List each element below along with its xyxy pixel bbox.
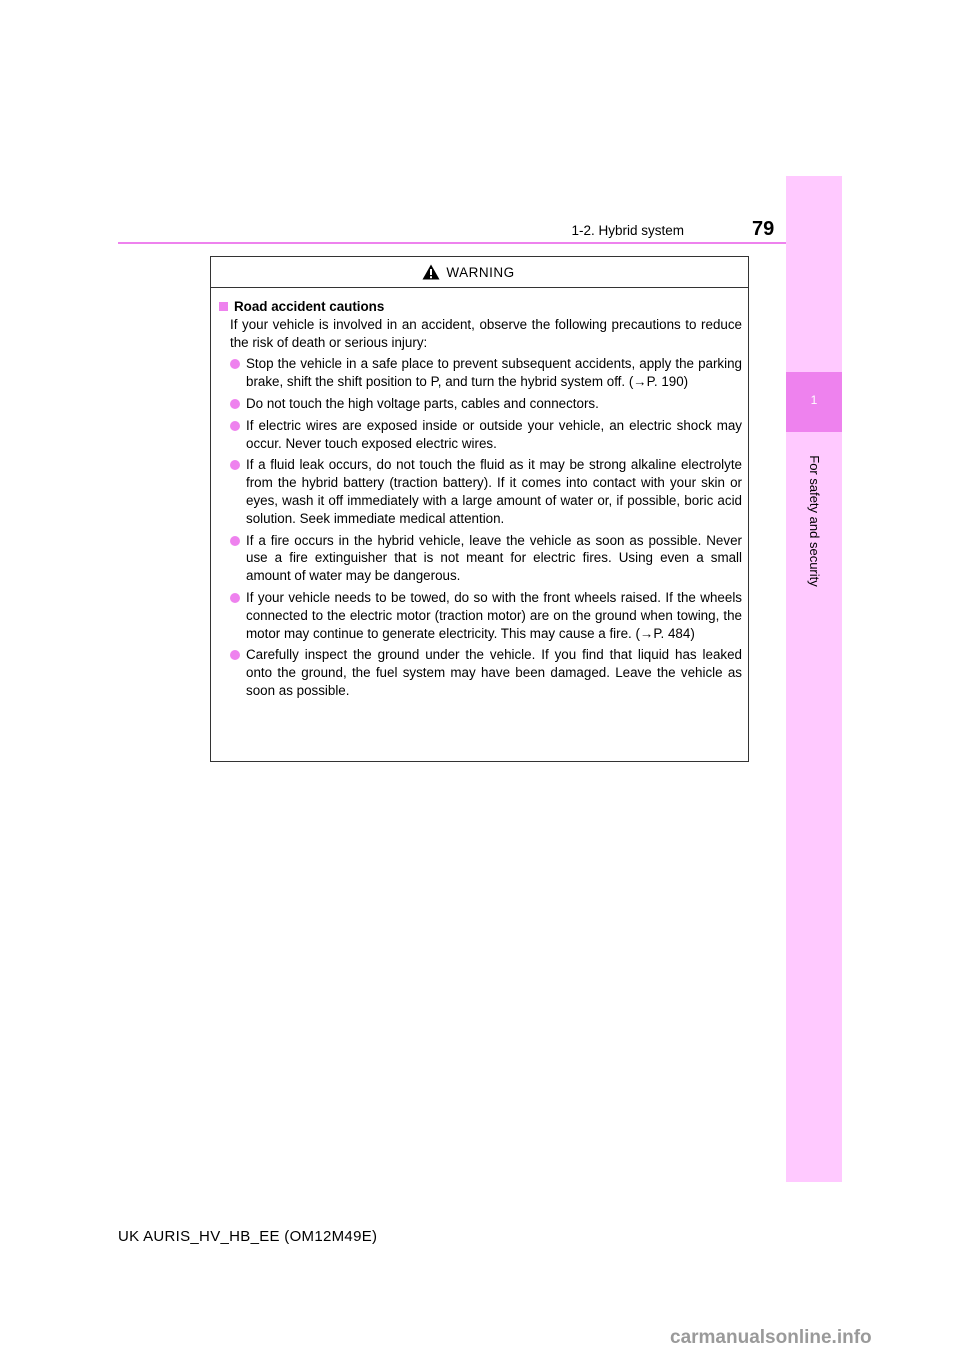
list-item-text: If a fire occurs in the hybrid vehicle, leave the vehicle as soon as possible. Never use a fire extinguisher that is not meant for electric fires. Using even a small amount of water may be dangerous. [246, 532, 742, 584]
section-title: 1-2. Hybrid system [571, 223, 684, 238]
list-item-text: Carefully inspect the ground under the vehicle. If you find that liquid has leaked onto the ground, the fuel system may have been damaged. Leave the vehicle as soon as possible. [246, 647, 742, 698]
page-number: 79 [752, 218, 775, 240]
warning-body [211, 288, 748, 700]
warning-heading-text: Road accident cautions [234, 299, 385, 314]
warning-header [211, 257, 748, 288]
list-item [219, 456, 742, 527]
warning-box [210, 256, 749, 762]
list-item [219, 417, 742, 453]
list-item-text: If a fluid leak occurs, do not touch the fluid as it may be strong alkaline electrolyte from the hybrid battery (traction battery). If it comes into contact with your skin or eyes, wash it off immediately with a large amount of water or, if possible, boric acid solution. Seek immediate medical attention. [246, 457, 742, 526]
watermark: carmanualsonline.info [670, 1327, 872, 1348]
list-item [219, 646, 742, 699]
warning-triangle-icon [422, 264, 440, 280]
circle-bullet-icon [230, 399, 240, 409]
circle-bullet-icon [230, 421, 240, 431]
circle-bullet-icon [230, 650, 240, 660]
side-tab-number: 1 [810, 393, 818, 407]
side-tab [786, 176, 842, 1182]
warning-heading [219, 298, 742, 316]
list-item-text: Stop the vehicle in a safe place to prevent subsequent accidents, apply the parking brake, shift the shift position to P, and turn the hybrid system off. (→P. 190) [246, 356, 742, 390]
circle-bullet-icon [230, 460, 240, 470]
document-id: UK AURIS_HV_HB_EE (OM12M49E) [118, 1228, 378, 1245]
list-item-text: If your vehicle needs to be towed, do so with the front wheels raised. If the wheels connected to the electric motor (traction motor) are on the ground when towing, the motor may continue to generate electricity. This may cause a fire. (→P. 484) [246, 589, 742, 641]
square-bullet-icon [219, 302, 228, 311]
list-item-text: Do not touch the high voltage parts, cables and connectors. [246, 395, 599, 411]
header-rule [118, 242, 786, 244]
side-tab-label: For safety and security [807, 455, 822, 587]
list-item [219, 355, 742, 391]
warning-intro: If your vehicle is involved in an accident, observe the following precautions to reduce the risk of death or serious injury: [230, 316, 742, 350]
circle-bullet-icon [230, 593, 240, 603]
list-item [219, 395, 742, 413]
warning-title: WARNING [446, 264, 515, 280]
list-item [219, 589, 742, 642]
circle-bullet-icon [230, 536, 240, 546]
list-item [219, 532, 742, 585]
circle-bullet-icon [230, 359, 240, 369]
list-item-text: If electric wires are exposed inside or outside your vehicle, an electric shock may occur. Never touch exposed electric wires. [246, 417, 742, 451]
